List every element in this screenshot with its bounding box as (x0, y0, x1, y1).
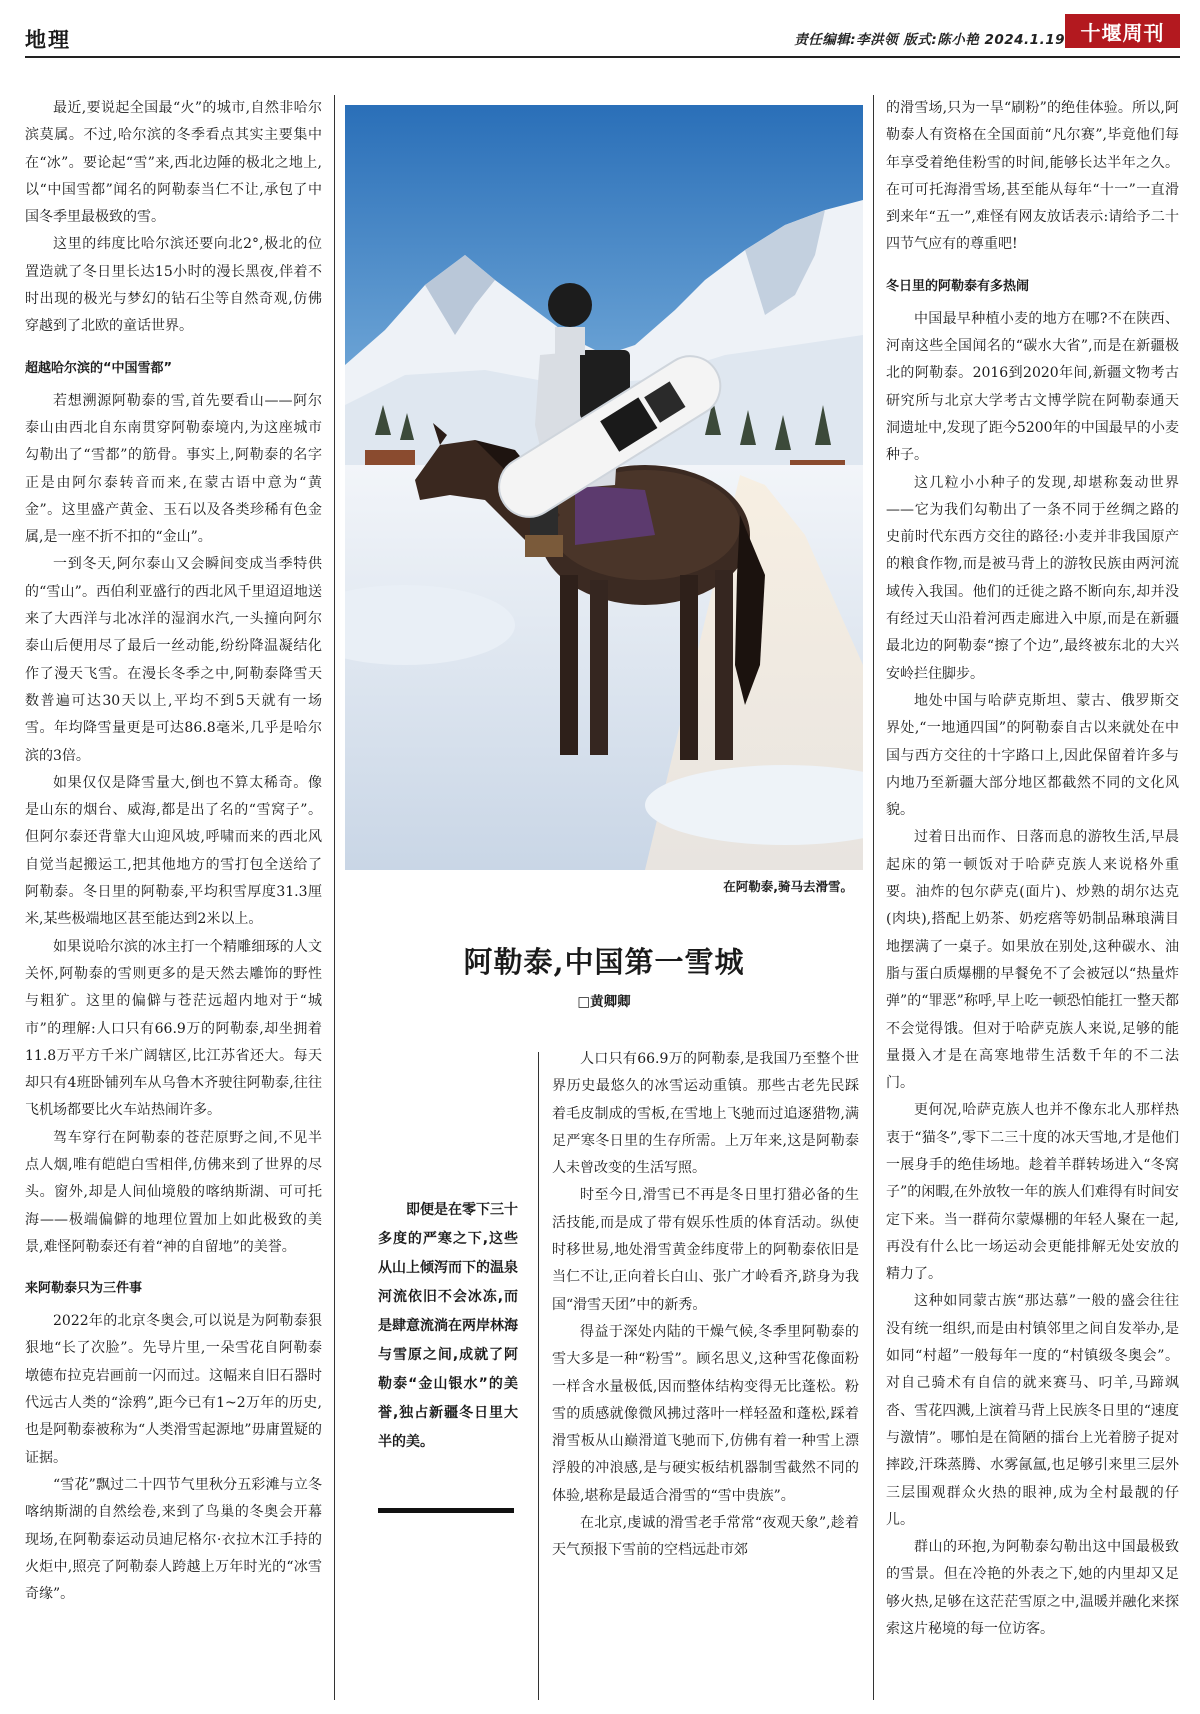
pull-quote: 即便是在零下三十多度的严寒之下,这些从山上倾泻而下的温泉河流依旧不会冰冻,而是肆意流淌在两岸林海与雪原之间,成就了阿勒泰“金山银水”的美誉,独占新疆冬日里大半的美。 (378, 1202, 518, 1450)
paragraph: 这种如同蒙古族“那达慕”一般的盛会往往没有统一组织,而是由村镇邻里之间自发举办,是如同“村超”一般每年一度的“村镇级冬奥会”。对自己骑术有自信的就来赛马、叼羊,马蹄飒沓、雪花四溅,上演着马背上民族冬日里的“速度与激情”。哪怕是在简陋的擂台上光着膀子捉对摔跤,汗珠蒸腾、水雾氤氲,也足够引来里三层外三层围观群众火热的眼神,成为全村最靓的仔儿。 (886, 1293, 1179, 1528)
subheading: 来阿勒泰只为三件事 (25, 1281, 143, 1297)
paragraph: 地处中国与哈萨克斯坦、蒙古、俄罗斯交界处,“一地通四国”的阿勒泰自古以来就处在中国与西方交往的十字路口上,因此保留着许多与内地乃至新疆大部分地区都截然不同的文化风貌。 (886, 692, 1179, 819)
article-column-middle (552, 1046, 859, 1700)
paragraph: 若想溯源阿勒泰的雪,首先要看山——阿尔泰山由西北自东南贯穿阿勒泰境内,为这座城市勾勒出了“雪都”的筋骨。事实上,阿勒泰的名字正是由阿尔泰转音而来,在蒙古语中意为“黄金”。这里盛产黄金、玉石以及各类珍稀有色金属,是一座不折不扣的“金山”。 (25, 392, 322, 546)
photo-caption: 在阿勒泰,骑马去滑雪。 (723, 879, 853, 894)
article-byline: □黄卿卿 (577, 994, 631, 1010)
paragraph: 2022年的北京冬奥会,可以说是为阿勒泰狠狠地“长了次脸”。先导片里,一朵雪花自阿勒泰墩德布拉克岩画前一闪而过。这幅来自旧石器时代远古人类的“涂鸦”,距今已有1~2万年的历史,也是阿勒泰被称为“人类滑雪起源地”毋庸置疑的证据。 (25, 1313, 322, 1466)
paragraph: 如果说哈尔滨的冰主打一个精雕细琢的人文关怀,阿勒泰的雪则更多的是天然去雕饰的野性与粗犷。这里的偏僻与苍茫远超内地对于“城市”的理解:人口只有66.9万的阿勒泰,却坐拥着11.8万平方千米广阔辖区,比江苏省还大。每天却只有4班卧铺列车从乌鲁木齐驶往阿勒泰,往往飞机场都要比火车站热闹许多。 (25, 938, 322, 1119)
section-title: 地理 (25, 28, 71, 52)
column-divider-right (873, 95, 874, 1700)
paragraph: 过着日出而作、日落而息的游牧生活,早晨起床的第一顿饭对于哈萨克族人来说格外重要。油炸的包尔萨克(面片)、炒熟的胡尔达克(肉块),搭配上奶茶、奶疙瘩等奶制品琳琅满目地摆满了一桌子。如果放在别处,这种碳水、油脂与蛋白质爆棚的早餐免不了会被冠以“热量炸弹”的“罪恶”称呼,早上吃一顿恐怕能扛一整天都不会觉得饿。但对于哈萨克族人来说,足够的能量摄入才是在高寒地带生活数千年的不二法门。 (886, 829, 1179, 1092)
pull-quote-bar (378, 1508, 514, 1513)
article-photo (345, 105, 863, 870)
paragraph: 人口只有66.9万的阿勒泰,是我国乃至整个世界历史最悠久的冰雪运动重镇。那些古老先民踩着毛皮制成的雪板,在雪地上飞驰而过追逐猎物,满足严寒冬日里的生存所需。上万年来,这是阿勒泰人未曾改变的生活写照。 (552, 1051, 859, 1177)
paragraph: 这里的纬度比哈尔滨还要向北2°,极北的位置造就了冬日里长达15小时的漫长黑夜,伴着不时出现的极光与梦幻的钻石尘等自然奇观,仿佛穿越到了北欧的童话世界。 (25, 236, 322, 335)
paragraph: 一到冬天,阿尔泰山又会瞬间变成当季特供的“雪山”。西伯利亚盛行的西北风千里迢迢地送来了大西洋与北冰洋的湿润水汽,一头撞向阿尔泰山后便用尽了最后一丝动能,纷纷降温凝结化作了漫天飞雪。在漫长冬季之中,阿勒泰降雪天数普遍可达30天以上,平均不到5天就有一场雪。年均降雪量更是可达86.8毫米,几乎是哈尔滨的3倍。 (25, 556, 322, 764)
paragraph: 这几粒小小种子的发现,却堪称轰动世界——它为我们勾勒出了一条不同于丝绸之路的史前时代东西方交往的路径:小麦并非我国原产的粮食作物,而是被马背上的游牧民族由两河流域传入我国。他们的迁徙之路不断向东,却并没有经过天山沿着河西走廊进入中原,而是在新疆最北边的阿勒泰“擦了个边”,最终被东北的大兴安岭拦住脚步。 (886, 474, 1179, 682)
paragraph: 更何况,哈萨克族人也并不像东北人那样热衷于“猫冬”,零下二三十度的冰天雪地,才是他们一展身手的绝佳场地。趁着羊群转场进入“冬窝子”的闲暇,在外放牧一年的族人们难得有时间安定下来。当一群荷尔蒙爆棚的年轻人聚在一起,再没有什么比一场运动会更能排解无处安放的精力了。 (886, 1102, 1179, 1283)
header-rule (25, 56, 1180, 58)
column-divider-inner (538, 1052, 539, 1700)
article-column-left (25, 95, 322, 1700)
article-column-right (886, 95, 1179, 1700)
page-header (0, 0, 1200, 62)
paragraph: 的滑雪场,只为一旱“刷粉”的绝佳体验。所以,阿勒泰人有资格在全国面前“凡尔赛”,毕竟他们每年享受着绝佳粉雪的时间,能够长达半年之久。在可可托海滑雪场,甚至能从每年“十一”一直滑到来年“五一”,难怪有网友放话表示:请给予二十四节气应有的尊重吧! (886, 100, 1179, 253)
paragraph: 如果仅仅是降雪量大,倒也不算太稀奇。像是山东的烟台、威海,都是出了名的“雪窝子”。但阿尔泰还背靠大山迎风坡,呼啸而来的西北风自觉当起搬运工,把其他地方的雪打包全送给了阿勒泰。冬日里的阿勒泰,平均积雪厚度31.3厘米,某些极端地区甚至能达到2米以上。 (25, 774, 322, 928)
paragraph: 时至今日,滑雪已不再是冬日里打猎必备的生活技能,而是成了带有娱乐性质的体育活动。纵使时移世易,地处滑雪黄金纬度带上的阿勒泰依旧是当仁不让,正向着长白山、张广才岭看齐,跻身为我国“滑雪天团”中的新秀。 (552, 1187, 859, 1313)
article-headline: 阿勒泰,中国第一雪城 (463, 945, 745, 979)
column-divider-left (334, 95, 335, 1700)
editor-and-date: 责任编辑:李洪领 版式:陈小艳 2024.1.19 (794, 32, 1065, 48)
paragraph: 得益于深处内陆的干燥气候,冬季里阿勒泰的雪大多是一种“粉雪”。顾名思义,这种雪花像面粉一样含水量极低,因而整体结构变得无比蓬松。粉雪的质感就像微风拂过落叶一样轻盈和蓬松,踩着滑雪板从山巅滑道飞驰而下,仿佛有着一种雪上漂浮般的冲浪感,是与硬实板结机器制雪截然不同的体验,堪称是最适合滑雪的“雪中贵族”。 (552, 1323, 859, 1504)
publication-logo: 十堰周刊 (1065, 14, 1180, 48)
paragraph: “雪花”飘过二十四节气里秋分五彩滩与立冬喀纳斯湖的自然绘卷,来到了鸟巢的冬奥会开幕现场,在阿勒泰运动员迪尼格尔·衣拉木江手持的火炬中,照亮了阿勒泰人跨越上万年时光的“冰雪奇缘”。 (25, 1476, 322, 1603)
paragraph: 群山的环抱,为阿勒泰勾勒出这中国最极致的雪景。但在冷艳的外表之下,她的内里却又足够火热,足够在这茫茫雪原之中,温暖并融化来探索这片秘境的每一位访客。 (886, 1539, 1179, 1638)
paragraph: 在北京,虔诚的滑雪老手常常“夜观天象”,趁着天气预报下雪前的空档远赴市郊 (552, 1515, 859, 1559)
paragraph: 中国最早种植小麦的地方在哪?不在陕西、河南这些全国闻名的“碳水大省”,而是在新疆极北的阿勒泰。2016到2020年间,新疆文物考古研究所与北京大学考古文博学院在阿勒泰通天洞遗址中,发现了距今5200年的中国最早的小麦种子。 (886, 310, 1179, 464)
paragraph: 驾车穿行在阿勒泰的苍茫原野之间,不见半点人烟,唯有皑皑白雪相伴,仿佛来到了世界的尽头。窗外,却是人间仙境般的喀纳斯湖、可可托海——极端偏僻的地理位置加上如此极致的美景,难怪阿勒泰还有着“神的自留地”的美誉。 (25, 1129, 322, 1255)
subheading: 冬日里的阿勒泰有多热闹 (886, 278, 1030, 294)
paragraph: 最近,要说起全国最“火”的城市,自然非哈尔滨莫属。不过,哈尔滨的冬季看点其实主要集中在“冰”。要论起“雪”来,西北边陲的极北之地上,以“中国雪都”闻名的阿勒泰当仁不让,承包了中国冬季里最极致的雪。 (25, 100, 322, 226)
subheading: 超越哈尔滨的“中国雪都” (25, 360, 173, 376)
